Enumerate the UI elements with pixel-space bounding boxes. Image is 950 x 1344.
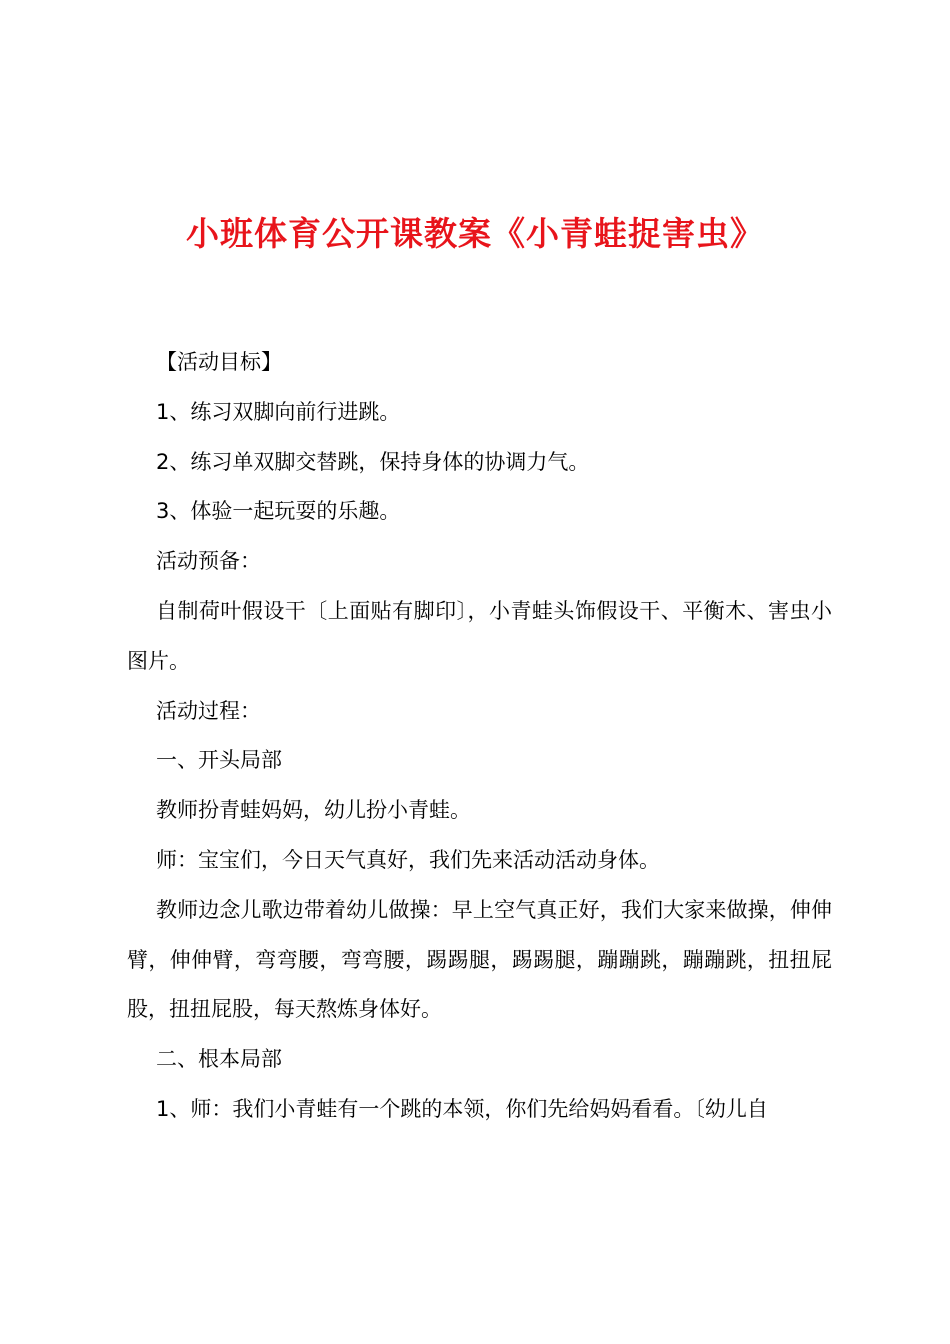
subsection-heading-main: 二、根本局部 [156,1047,282,1072]
process-paragraph: 师：宝宝们，今日天气真好，我们先来活动活动身体。 [156,847,660,872]
subsection-heading-opening: 一、开头局部 [156,748,282,773]
section-heading-process: 活动过程： [156,698,261,723]
objective-item-2: 2、练习单双脚交替跳，保持身体的协调力气。 [156,449,590,474]
document-body [127,338,832,1135]
process-paragraph: 教师边念儿歌边带着幼儿做操：早上空气真正好，我们大家来做操，伸伸臂，伸伸臂，弯弯腰，弯弯腰，踢踢腿，踢踢腿，蹦蹦跳，蹦蹦跳，扭扭屁股，扭扭屁股，每天熬炼身体好。 [127,897,832,1022]
document-title: 小班体育公开课教案《小青蛙捉害虫》 [186,214,764,253]
objective-item-3: 3、体验一起玩耍的乐趣。 [156,499,401,524]
preparation-paragraph: 自制荷叶假设干〔上面贴有脚印〕，小青蛙头饰假设干、平衡木、害虫小图片。 [127,598,832,673]
section-heading-objectives: 【活动目标】 [156,350,282,374]
objective-item-1: 1、练习双脚向前行进跳。 [156,399,401,424]
process-paragraph: 1、师：我们小青蛙有一个跳的本领，你们先给妈妈看看。〔幼儿自 [156,1096,768,1121]
section-heading-preparation: 活动预备： [156,549,261,574]
process-paragraph: 教师扮青蛙妈妈，幼儿扮小青蛙。 [156,798,471,823]
